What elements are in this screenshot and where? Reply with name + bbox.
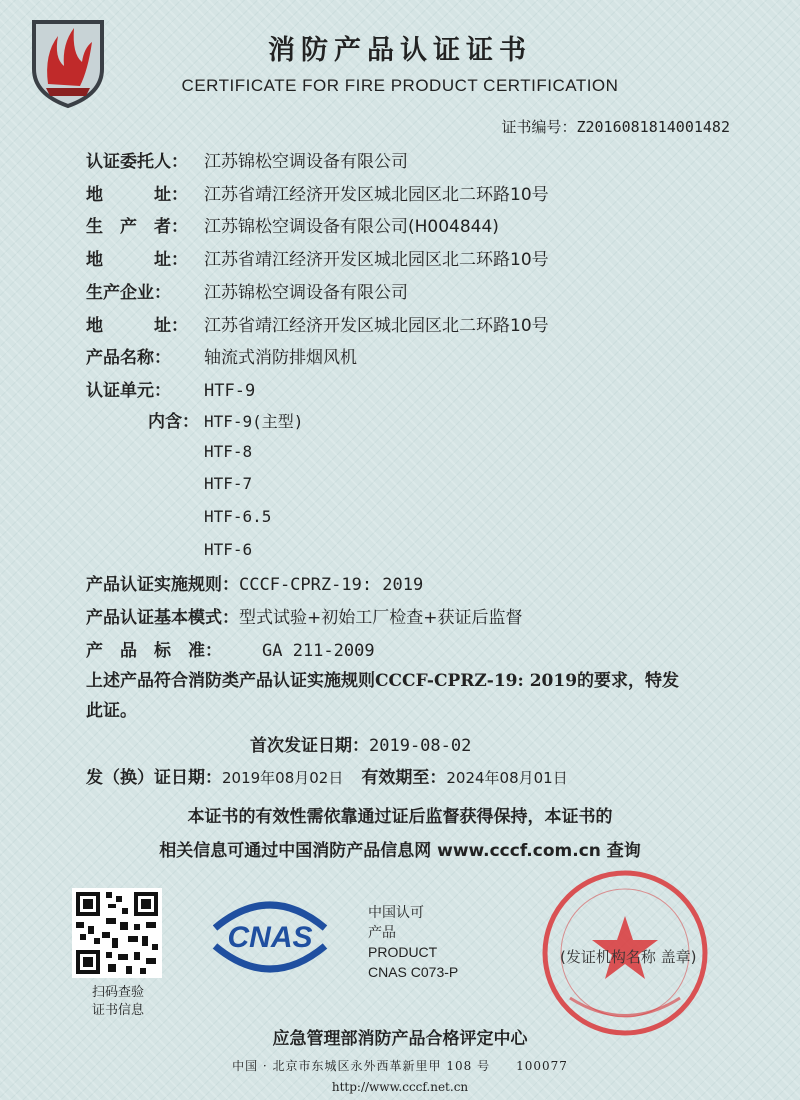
field-label: 产品认证实施规则： bbox=[86, 575, 239, 595]
model-item: HTF-6.5 bbox=[204, 507, 272, 526]
field-factory-address bbox=[86, 311, 549, 336]
field-mode bbox=[86, 603, 523, 628]
field-label: 生 产 者： bbox=[86, 217, 188, 237]
cnas-line-3: PRODUCT bbox=[368, 944, 438, 960]
field-standard bbox=[86, 636, 375, 661]
field-value: 江苏锦松空调设备有限公司(H004844) bbox=[204, 217, 499, 237]
model-item: HTF-9(主型) bbox=[204, 412, 304, 431]
field-manufacturer-address bbox=[86, 245, 549, 270]
first-issue-value: 2019-08-02 bbox=[369, 736, 472, 756]
contains-label: 内含： bbox=[148, 412, 199, 432]
field-label: 生产企业： bbox=[86, 283, 171, 303]
field-rule bbox=[86, 570, 423, 595]
cnas-logo-text: CNAS bbox=[227, 921, 313, 954]
field-product-name bbox=[86, 343, 357, 368]
qr-code-icon bbox=[72, 888, 162, 978]
field-value: 江苏锦松空调设备有限公司 bbox=[204, 283, 408, 303]
qr-caption-line-1: 扫码查验 bbox=[91, 985, 144, 1000]
issue-validity-dates bbox=[86, 763, 568, 788]
field-label: 地 址： bbox=[86, 316, 188, 336]
field-label: 认证单元： bbox=[86, 381, 171, 401]
cnas-logo-icon bbox=[205, 892, 335, 982]
cnas-line-2: 产品 bbox=[368, 924, 396, 940]
field-value: 江苏省靖江经济开发区城北园区北二环路10号 bbox=[204, 250, 549, 270]
certificate-number bbox=[501, 116, 730, 137]
notice-line-2: 相关信息可通过中国消防产品信息网 www.cccf.com.cn 查询 bbox=[159, 841, 641, 861]
field-value: HTF-9 bbox=[204, 381, 256, 401]
qr-caption bbox=[68, 984, 168, 1020]
model-item: HTF-8 bbox=[204, 442, 253, 461]
issue-date-value: 2019年08月02日 bbox=[222, 769, 344, 787]
field-label: 产品认证基本模式： bbox=[86, 608, 239, 628]
field-value: 轴流式消防排烟风机 bbox=[204, 348, 357, 368]
cnas-line-1: 中国认可 bbox=[368, 904, 424, 920]
field-value: CCCF-CPRZ-19: 2019 bbox=[239, 575, 424, 595]
field-value: 江苏省靖江经济开发区城北园区北二环路10号 bbox=[204, 185, 549, 205]
issue-date-label: 发（换）证日期： bbox=[86, 768, 222, 788]
field-applicant bbox=[86, 147, 408, 172]
field-manufacturer bbox=[86, 212, 499, 237]
issuer-website: http://www.cccf.net.cn bbox=[331, 1080, 469, 1094]
model-item: HTF-6 bbox=[204, 540, 253, 559]
field-label: 认证委托人： bbox=[86, 152, 188, 172]
cnas-line-4: CNAS C073-P bbox=[368, 964, 459, 980]
field-value: GA 211-2009 bbox=[262, 641, 375, 661]
cnas-product-info bbox=[368, 902, 458, 982]
statement-line-2: 此证。 bbox=[86, 701, 137, 721]
certificate-title: 消防产品认证证书 bbox=[268, 35, 532, 66]
model-item: HTF-7 bbox=[204, 474, 253, 493]
valid-until-value: 2024年08月01日 bbox=[446, 769, 568, 787]
field-cert-unit bbox=[86, 376, 255, 401]
first-issue-label: 首次发证日期： bbox=[250, 736, 369, 756]
notice-line-1: 本证书的有效性需依靠通过证后监督获得保持，本证书的 bbox=[187, 807, 613, 827]
field-label: 产 品 标 准： bbox=[86, 641, 222, 661]
field-value: 江苏省靖江经济开发区城北园区北二环路10号 bbox=[204, 316, 549, 336]
field-factory bbox=[86, 278, 408, 303]
certificate-title-english: CERTIFICATE FOR FIRE PRODUCT CERTIFICATION bbox=[181, 76, 619, 95]
field-applicant-address bbox=[86, 180, 549, 205]
valid-until-label: 有效期至： bbox=[361, 768, 447, 788]
first-issue-date bbox=[250, 731, 471, 756]
issuer-name: 应急管理部消防产品合格评定中心 bbox=[272, 1029, 528, 1049]
field-label: 产品名称： bbox=[86, 348, 171, 368]
cert-no-value: Z2016081814001482 bbox=[576, 118, 730, 136]
field-label: 地 址： bbox=[86, 250, 188, 270]
field-value: 江苏锦松空调设备有限公司 bbox=[204, 152, 408, 172]
cert-no-label: 证书编号： bbox=[501, 118, 577, 136]
field-label: 地 址： bbox=[86, 185, 188, 205]
issuer-address: 中国 · 北京市东城区永外西革新里甲 108 号 100077 bbox=[232, 1059, 568, 1073]
seal-caption: (发证机构名称 盖章) bbox=[560, 948, 697, 966]
qr-caption-line-2: 证书信息 bbox=[91, 1003, 144, 1018]
field-value: 型式试验+初始工厂检查+获证后监督 bbox=[239, 608, 523, 628]
statement-line-1: 上述产品符合消防类产品认证实施规则CCCF-CPRZ-19: 2019的要求，特发 bbox=[86, 671, 680, 691]
